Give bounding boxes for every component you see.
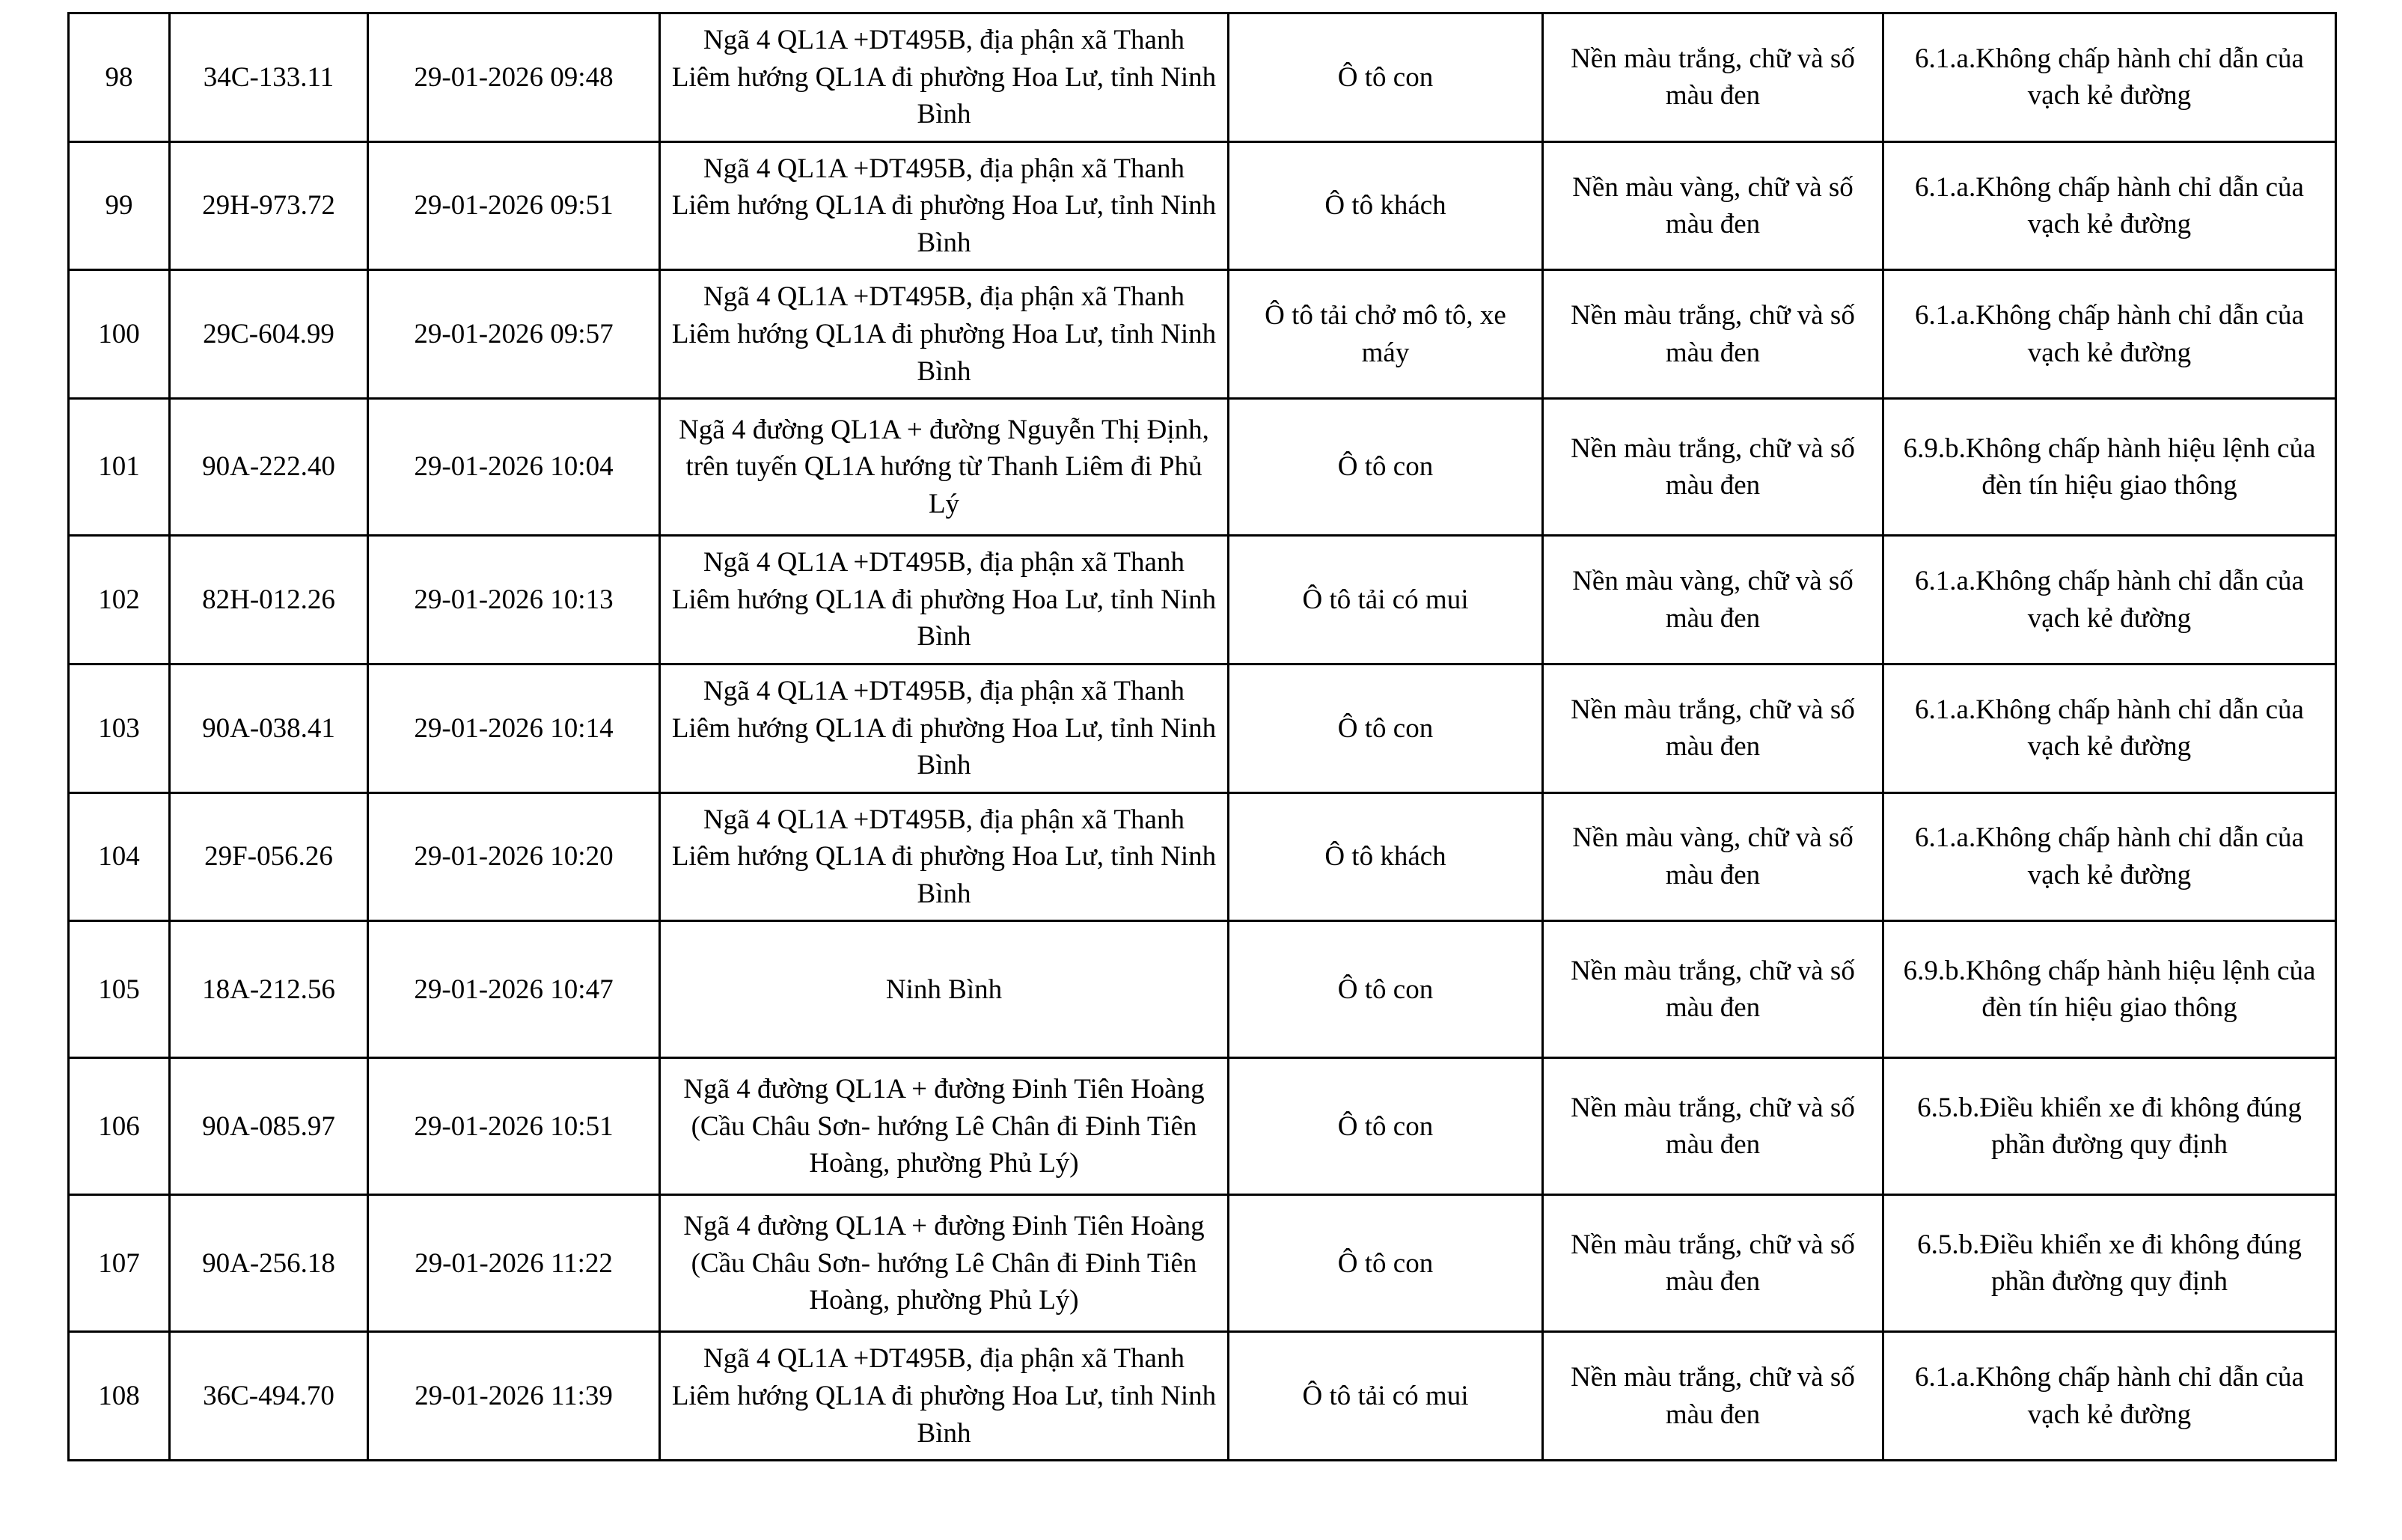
- cell-index: 102: [69, 536, 170, 664]
- table-row: [69, 536, 2336, 664]
- table-row: [69, 399, 2336, 536]
- cell-vehicle-type: Ô tô con: [1229, 1058, 1543, 1195]
- cell-plate-info: Nền màu trắng, chữ và số màu đen: [1543, 270, 1883, 399]
- cell-plate-info: Nền màu vàng, chữ và số màu đen: [1543, 792, 1883, 921]
- cell-index: 106: [69, 1058, 170, 1195]
- cell-time: 29-01-2026 10:20: [368, 792, 660, 921]
- cell-place: Ngã 4 QL1A +DT495B, địa phận xã Thanh Liêm hướng QL1A đi phường Hoa Lư, tỉnh Ninh Bình: [660, 13, 1229, 142]
- cell-index: 103: [69, 664, 170, 792]
- cell-vehicle-type: Ô tô tải chở mô tô, xe máy: [1229, 270, 1543, 399]
- violations-table: [67, 12, 2337, 1461]
- cell-violation: 6.1.a.Không chấp hành chỉ dẫn của vạch kẻ đường: [1883, 270, 2336, 399]
- cell-vehicle-type: Ô tô con: [1229, 399, 1543, 536]
- cell-time: 29-01-2026 11:39: [368, 1332, 660, 1461]
- cell-vehicle-type: Ô tô con: [1229, 13, 1543, 142]
- cell-plate: 34C-133.11: [170, 13, 368, 142]
- cell-place: Ngã 4 QL1A +DT495B, địa phận xã Thanh Liêm hướng QL1A đi phường Hoa Lư, tỉnh Ninh Bình: [660, 536, 1229, 664]
- cell-vehicle-type: Ô tô con: [1229, 664, 1543, 792]
- cell-time: 29-01-2026 10:14: [368, 664, 660, 792]
- cell-plate: 90A-222.40: [170, 399, 368, 536]
- table-row: [69, 1195, 2336, 1332]
- cell-violation: 6.1.a.Không chấp hành chỉ dẫn của vạch kẻ đường: [1883, 141, 2336, 270]
- cell-place: Ninh Bình: [660, 921, 1229, 1058]
- table-row: [69, 270, 2336, 399]
- cell-violation: 6.5.b.Điều khiển xe đi không đúng phần đường quy định: [1883, 1058, 2336, 1195]
- cell-index: 99: [69, 141, 170, 270]
- cell-plate: 18A-212.56: [170, 921, 368, 1058]
- cell-plate: 29F-056.26: [170, 792, 368, 921]
- cell-vehicle-type: Ô tô khách: [1229, 792, 1543, 921]
- cell-index: 100: [69, 270, 170, 399]
- cell-vehicle-type: Ô tô con: [1229, 1195, 1543, 1332]
- cell-place: Ngã 4 QL1A +DT495B, địa phận xã Thanh Liêm hướng QL1A đi phường Hoa Lư, tỉnh Ninh Bình: [660, 270, 1229, 399]
- cell-plate-info: Nền màu trắng, chữ và số màu đen: [1543, 664, 1883, 792]
- cell-place: Ngã 4 đường QL1A + đường Nguyễn Thị Định, trên tuyến QL1A hướng từ Thanh Liêm đi Phủ Lý: [660, 399, 1229, 536]
- cell-time: 29-01-2026 09:57: [368, 270, 660, 399]
- cell-time: 29-01-2026 10:47: [368, 921, 660, 1058]
- cell-index: 98: [69, 13, 170, 142]
- cell-plate: 90A-085.97: [170, 1058, 368, 1195]
- cell-plate: 90A-038.41: [170, 664, 368, 792]
- cell-plate: 90A-256.18: [170, 1195, 368, 1332]
- cell-index: 105: [69, 921, 170, 1058]
- table-row: [69, 921, 2336, 1058]
- cell-plate: 29H-973.72: [170, 141, 368, 270]
- cell-plate-info: Nền màu trắng, chữ và số màu đen: [1543, 921, 1883, 1058]
- table-row: [69, 664, 2336, 792]
- cell-place: Ngã 4 QL1A +DT495B, địa phận xã Thanh Liêm hướng QL1A đi phường Hoa Lư, tỉnh Ninh Bình: [660, 664, 1229, 792]
- table-row: [69, 792, 2336, 921]
- cell-vehicle-type: Ô tô con: [1229, 921, 1543, 1058]
- cell-index: 108: [69, 1332, 170, 1461]
- cell-place: Ngã 4 QL1A +DT495B, địa phận xã Thanh Liêm hướng QL1A đi phường Hoa Lư, tỉnh Ninh Bình: [660, 1332, 1229, 1461]
- cell-violation: 6.9.b.Không chấp hành hiệu lệnh của đèn tín hiệu giao thông: [1883, 399, 2336, 536]
- cell-plate: 29C-604.99: [170, 270, 368, 399]
- cell-index: 101: [69, 399, 170, 536]
- cell-violation: 6.5.b.Điều khiển xe đi không đúng phần đường quy định: [1883, 1195, 2336, 1332]
- table-row: [69, 1058, 2336, 1195]
- table-row: [69, 141, 2336, 270]
- cell-violation: 6.1.a.Không chấp hành chỉ dẫn của vạch kẻ đường: [1883, 536, 2336, 664]
- cell-time: 29-01-2026 11:22: [368, 1195, 660, 1332]
- cell-index: 107: [69, 1195, 170, 1332]
- cell-plate-info: Nền màu trắng, chữ và số màu đen: [1543, 1195, 1883, 1332]
- cell-time: 29-01-2026 10:04: [368, 399, 660, 536]
- cell-plate-info: Nền màu vàng, chữ và số màu đen: [1543, 536, 1883, 664]
- cell-violation: 6.1.a.Không chấp hành chỉ dẫn của vạch kẻ đường: [1883, 792, 2336, 921]
- table-row: [69, 13, 2336, 142]
- cell-place: Ngã 4 đường QL1A + đường Đinh Tiên Hoàng (Cầu Châu Sơn- hướng Lê Chân đi Đinh Tiên Hoàng, phường Phủ Lý): [660, 1195, 1229, 1332]
- cell-time: 29-01-2026 10:13: [368, 536, 660, 664]
- cell-violation: 6.1.a.Không chấp hành chỉ dẫn của vạch kẻ đường: [1883, 13, 2336, 142]
- cell-plate: 36C-494.70: [170, 1332, 368, 1461]
- cell-place: Ngã 4 QL1A +DT495B, địa phận xã Thanh Liêm hướng QL1A đi phường Hoa Lư, tỉnh Ninh Bình: [660, 141, 1229, 270]
- cell-index: 104: [69, 792, 170, 921]
- cell-plate: 82H-012.26: [170, 536, 368, 664]
- cell-vehicle-type: Ô tô tải có mui: [1229, 536, 1543, 664]
- cell-violation: 6.9.b.Không chấp hành hiệu lệnh của đèn tín hiệu giao thông: [1883, 921, 2336, 1058]
- cell-time: 29-01-2026 09:51: [368, 141, 660, 270]
- cell-plate-info: Nền màu trắng, chữ và số màu đen: [1543, 1058, 1883, 1195]
- cell-time: 29-01-2026 09:48: [368, 13, 660, 142]
- cell-plate-info: Nền màu trắng, chữ và số màu đen: [1543, 1332, 1883, 1461]
- cell-plate-info: Nền màu vàng, chữ và số màu đen: [1543, 141, 1883, 270]
- cell-vehicle-type: Ô tô tải có mui: [1229, 1332, 1543, 1461]
- cell-violation: 6.1.a.Không chấp hành chỉ dẫn của vạch kẻ đường: [1883, 664, 2336, 792]
- cell-place: Ngã 4 đường QL1A + đường Đinh Tiên Hoàng (Cầu Châu Sơn- hướng Lê Chân đi Đinh Tiên Hoàng, phường Phủ Lý): [660, 1058, 1229, 1195]
- cell-plate-info: Nền màu trắng, chữ và số màu đen: [1543, 399, 1883, 536]
- cell-vehicle-type: Ô tô khách: [1229, 141, 1543, 270]
- cell-place: Ngã 4 QL1A +DT495B, địa phận xã Thanh Liêm hướng QL1A đi phường Hoa Lư, tỉnh Ninh Bình: [660, 792, 1229, 921]
- cell-time: 29-01-2026 10:51: [368, 1058, 660, 1195]
- cell-plate-info: Nền màu trắng, chữ và số màu đen: [1543, 13, 1883, 142]
- violations-table-body: [69, 13, 2336, 1461]
- table-row: [69, 1332, 2336, 1461]
- cell-violation: 6.1.a.Không chấp hành chỉ dẫn của vạch kẻ đường: [1883, 1332, 2336, 1461]
